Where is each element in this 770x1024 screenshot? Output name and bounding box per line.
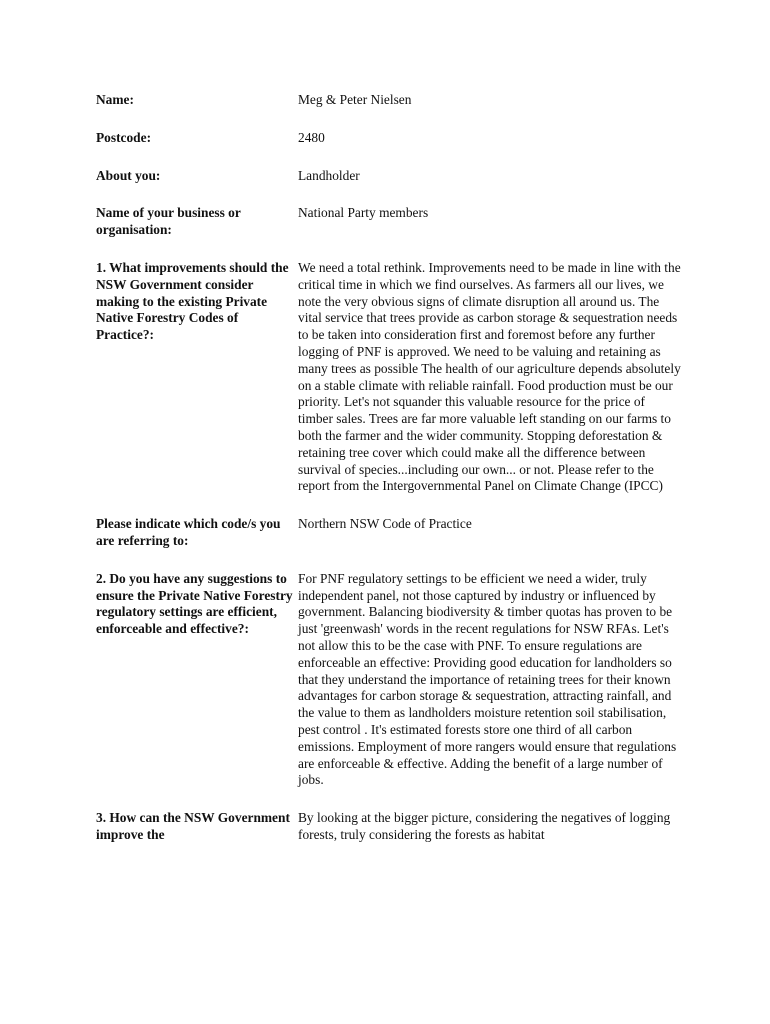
business-label: Name of your business or organisation: xyxy=(96,205,241,238)
code-label: Please indicate which code/s you are referring to: xyxy=(96,516,281,548)
question-3-answer: By looking at the bigger picture, considering the negatives of logging forests, truly considering the forests as habitat xyxy=(298,810,671,842)
submission-form xyxy=(96,90,681,844)
business-row xyxy=(96,205,681,239)
question-2-row xyxy=(96,571,681,789)
name-value: Meg & Peter Nielsen xyxy=(298,92,412,107)
code-row xyxy=(96,516,681,550)
question-1-answer: We need a total rethink. Improvements need to be made in line with the critical time in which we find ourselves. As farmers all our lives, we note the very obvious signs of climate disruption all around us. The vital service that trees provide as carbon storage & sequestration needs to be taken into consideration first and foremost before any further logging of PNF is approved. We need to be valuing and retaining as many trees as possible The health of our agriculture depends absolutely on a stable climate with reliable rainfall. Food production must be our priority. Let's not squander this valuable resource for the price of timber sales. Trees are far more valuable left standing on our farms to both the farmer and the wider community. Stopping deforestation & retaining tree cover which could make all the difference between survival of species...including our own... or not. Please refer to the report from the Intergovernmental Panel on Climate Change (IPCC) xyxy=(298,259,681,494)
postcode-value: 2480 xyxy=(298,129,325,145)
question-2-label: 2. Do you have any suggestions to ensure the Private Native Forestry regulatory settings are efficient, enforceable and effective?: xyxy=(96,570,293,637)
question-1-label: 1. What improvements should the NSW Government consider making to the existing Private Native Forestry Codes of Practice?: xyxy=(96,259,289,343)
name-label: Name: xyxy=(96,92,134,107)
name-row xyxy=(96,92,681,109)
question-3-row xyxy=(96,810,681,844)
about-label: About you: xyxy=(96,167,161,183)
postcode-row xyxy=(96,130,681,147)
about-row xyxy=(96,168,681,185)
postcode-label: Postcode: xyxy=(96,129,152,145)
question-3-label: 3. How can the NSW Government improve the xyxy=(96,810,290,842)
question-2-answer: For PNF regulatory settings to be efficient we need a wider, truly independent panel, not those captured by industry or influenced by government. Balancing biodiversity & timber quotas has proven to be just 'greenwash' words in the recent regulations for NSW RFAs. Let's not allow this to be the case with PNF. To ensure regulations are enforceable an effective: Providing good education for landholders so that they understand the importance of retaining trees for their known advantages for carbon storage & sequestration, attracting rainfall, and the value to them as landholders moisture retention soil stabilisation, pest control . It's estimated forests store one third of all carbon emissions. Employment of more rangers would ensure that regulations are enforceable & effective. Adding the benefit of a large number of jobs. xyxy=(298,570,677,788)
business-value: National Party members xyxy=(298,205,429,221)
question-1-row xyxy=(96,260,681,495)
about-value: Landholder xyxy=(298,167,360,183)
code-value: Northern NSW Code of Practice xyxy=(298,516,472,532)
